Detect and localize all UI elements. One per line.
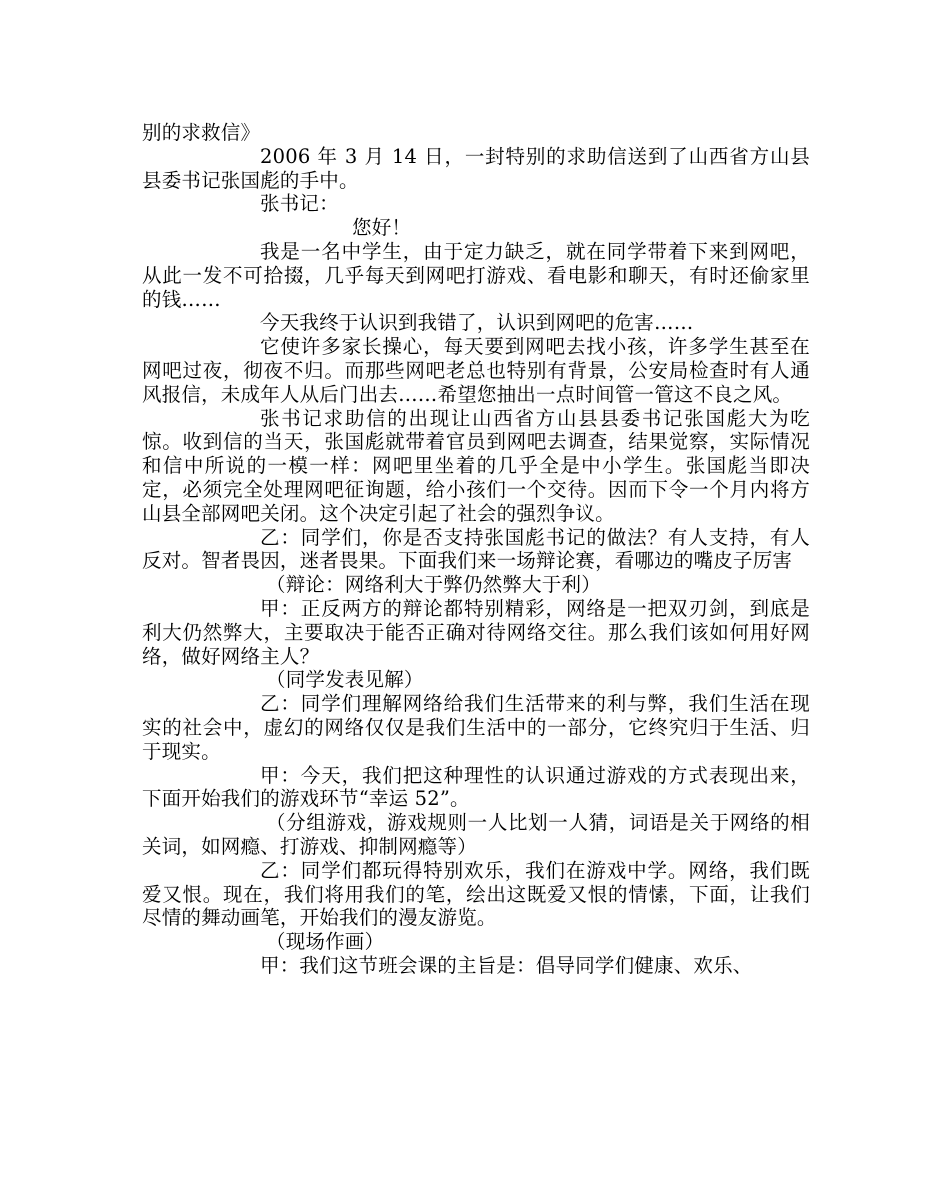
paragraph: 今天我终于认识到我错了，认识到网吧的危害……: [260, 311, 694, 335]
stage-direction: （分组游戏，游戏规则一人比划一人猜，词语是关于网络的相关词，如网瘾、打游戏、抑制网瘾等）: [142, 811, 810, 858]
paragraph: 2006 年 3 月 14 日，一封特别的求助信送到了山西省方山县县委书记张国彪的手中。: [142, 144, 810, 192]
paragraph: 甲：我们这节班会课的主旨是：倡导同学们健康、欢乐、: [260, 953, 753, 977]
paragraph: 乙：同学们，你是否支持张国彪书记的做法？有人支持，有人反对。智者畏因，迷者畏果。下面我们来一场辩论赛，看哪边的嘴皮子厉害: [142, 525, 810, 573]
paragraph: 别的求救信》: [142, 121, 261, 144]
stage-direction: （现场作画）: [266, 930, 385, 954]
letter-greeting: 您好！: [352, 216, 412, 240]
paragraph: 甲：正反两方的辩论都特别精彩，网络是一把双刃剑，到底是利大仍然弊大，主要取决于能否正确对待网络交往。那么我们该如何用好网络，做好网络主人？: [142, 596, 810, 668]
paragraph: 我是一名中学生，由于定力缺乏，就在同学带着下来到网吧，从此一发不可拾掇，几乎每天到网吧打游戏、看电影和聊天，有时还偷家里的钱……: [142, 239, 810, 311]
paragraph: 张书记求助信的出现让山西省方山县县委书记张国彪大为吃惊。收到信的当天，张国彪就带着官员到网吧去调查，结果觉察，实际情况和信中所说的一模一样：网吧里坐着的几乎全是中小学生。张国彪当即决定，必须完全处理网吧征询题，给小孩们一个交待。因而下令一个月内将方山县全部网吧关闭。这个决定引起了社会的强烈争议。: [142, 406, 810, 525]
stage-direction: （辩论：网络利大于弊仍然弊大于利）: [266, 573, 601, 597]
document-body: [142, 121, 810, 978]
paragraph: 乙：同学们理解网络给我们生活带来的利与弊，我们生活在现实的社会中，虚幻的网络仅仅是我们生活中的一部分，它终究归于生活、归于现实。: [142, 692, 810, 763]
paragraph: 它使许多家长操心，每天要到网吧去找小孩，许多学生甚至在网吧过夜，彻夜不归。而那些网吧老总也特别有背景，公安局检查时有人通风报信，未成年人从后门出去……希望您抽出一点时间管一管这不良之风。: [142, 335, 810, 406]
paragraph: 甲：今天，我们把这种理性的认识通过游戏的方式表现出来，下面开始我们的游戏环节“幸运 52”。: [142, 763, 810, 811]
paragraph: 乙：同学们都玩得特别欢乐，我们在游戏中学。网络，我们既爱又恨。现在，我们将用我们的笔，绘出这既爱又恨的情愫，下面，让我们尽情的舞动画笔，开始我们的漫友游览。: [142, 858, 810, 930]
letter-salutation: 张书记：: [260, 192, 339, 216]
stage-direction: （同学发表见解）: [266, 668, 424, 692]
